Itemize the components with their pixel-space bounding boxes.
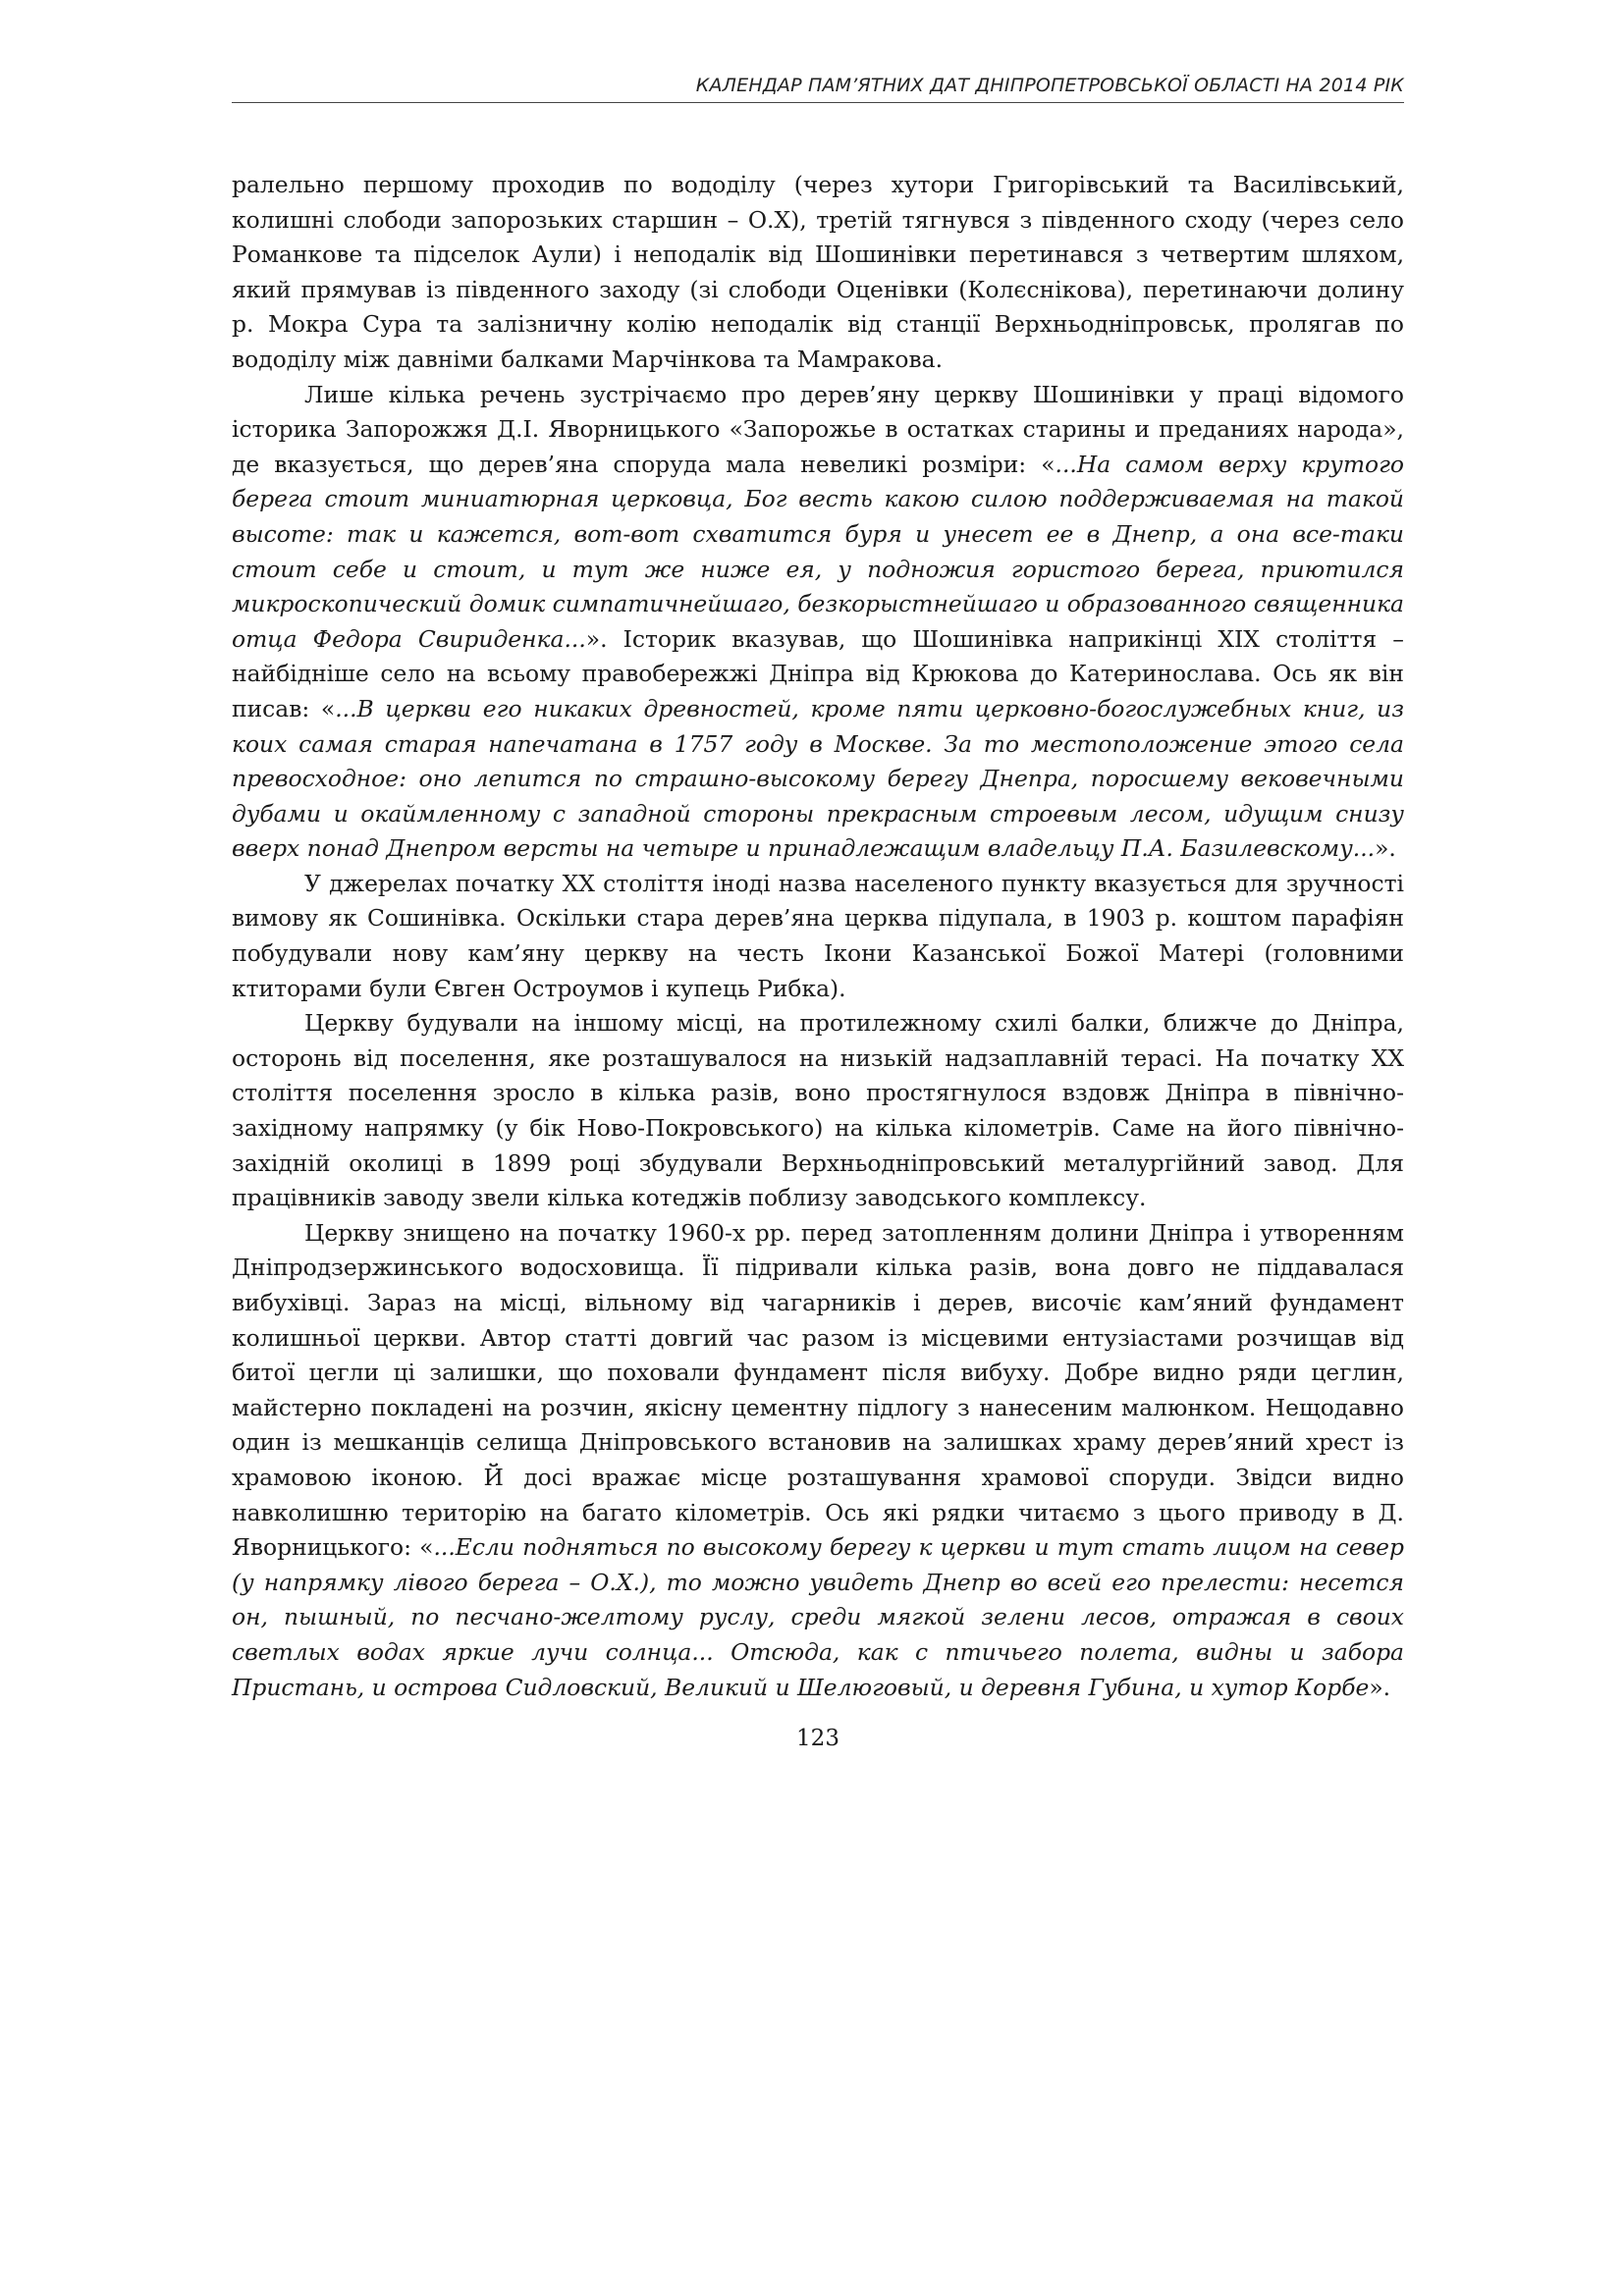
paragraph-2-text-3: ». bbox=[1375, 834, 1396, 863]
running-title: КАЛЕНДАР ПАМ’ЯТНИХ ДАТ ДНІПРОПЕТРОВСЬКОЇ ОБЛАСТІ НА 2014 РІК bbox=[695, 75, 1404, 96]
paragraph-5-text-2: ». bbox=[1369, 1673, 1391, 1701]
paragraph-3 bbox=[232, 867, 1404, 1006]
paragraph-1 bbox=[232, 168, 1404, 378]
paragraph-1-text: ралельно першому проходив по вододілу (через хутори Григорівський та Василівський, колишні слободи запорозьких старшин – О.Х), третій тягнувся з південного сходу (через село Романкове та підселок Аули) і неподалік від Шошинівки перетинався з четвертим шляхом, який прямував із південного заходу (зі слободи Оценівки (Колєснікова), перетинаючи долину р. Мокра Сура та залізничну колію неподалік від станції Верхньодніпровськ, пролягав по вододілу між давніми балками Марчінкова та Мамракова. bbox=[232, 171, 1404, 373]
running-header bbox=[232, 75, 1404, 103]
paragraph-2-text-2: ». Історик вказував, що Шошинівка наприкінці ХІХ століття – найбідніше село на всьому правобережжі Дніпра від Крюкова до Катеринослава. Ось як він писав: « bbox=[232, 624, 1404, 722]
page-number bbox=[232, 1726, 1404, 1751]
paragraph-5-quote-1: ...Если подняться по высокому берегу к церкви и тут стать лицом на север (у напрямку лівого берега – О.Х.), то можно увидеть Днепр во всей его прелести: несется он, пышный, по песчано-желтому руслу, среди мягкой зелени лесов, отражая в своих светлых водах яркие лучи солнца... Отсюда, как с птичьего полета, видны и забора Пристань, и острова Сидловский, Великий и Шелюговый, и деревня Губина, и хутор Корбе bbox=[232, 1533, 1404, 1701]
paragraph-4-text: Церкву будували на іншому місці, на протилежному схилі балки, ближче до Дніпра, осторонь від поселення, яке розташувалося на низькій надзаплавній терасі. На початку ХХ століття поселення зросло в кілька разів, воно простягнулося вздовж Дніпра в північно-західному напрямку (у бік Ново-Покровського) на кілька кілометрів. Саме на його північно-західній околиці в 1899 році збудували Верхньодніпровський металургійний завод. Для працівників заводу звели кілька котеджів поблизу заводського комплексу. bbox=[232, 1009, 1404, 1212]
paragraph-2-quote-1: ...На самом верху крутого берега стоит миниатюрная церковца, Бог весть какою силою поддерживаемая на такой высоте: так и кажется, вот-вот схватится буря и унесет ее в Днепр, а она все-таки стоит себе и стоит, и тут же ниже ея, у подножия гористого берега, приютился микроскопический домик симпатичнейшаго, безкорыстнейшаго и образованного священника отца Федора Свириденка... bbox=[232, 450, 1404, 653]
page-number-value: 123 bbox=[796, 1726, 839, 1751]
paragraph-4 bbox=[232, 1006, 1404, 1216]
paragraph-3-text: У джерелах початку ХХ століття іноді назва населеного пункту вказується для зручності вимову як Сошинівка. Оскільки стара дерев’яна церква підупала, в 1903 р. коштом парафіян побудували нову кам’яну церкву на честь Ікони Казанської Божої Матері (головними ктиторами були Євген Остроумов і купець Рибка). bbox=[232, 869, 1404, 1002]
paragraph-2 bbox=[232, 378, 1404, 867]
article-body bbox=[232, 168, 1404, 1705]
paragraph-2-quote-2: ...В церкви его никаких древностей, кроме пяти церковно-богослужебных книг, из коих самая старая напечатана в 1757 году в Москве. За то местоположение этого села превосходное: оно лепится по страшно-высокому берегу Днепра, поросшему вековечными дубами и окаймленному с западной стороны прекрасным строевым лесом, идущим снизу вверх понад Днепром версты на четыре и принадлежащим владельцу П.А. Базилевскому... bbox=[232, 694, 1404, 863]
paragraph-2-text-1: Лише кілька речень зустрічаємо про дерев’яну церкву Шошинівки у праці відомого історика Запорожжя Д.І. Яворницького «Запорожье в остатках старины и преданиях народа», де вказується, що дерев’яна споруда мала невеликі розміри: « bbox=[232, 380, 1404, 478]
paragraph-5 bbox=[232, 1216, 1404, 1705]
paragraph-5-text-1: Церкву знищено на початку 1960-х рр. перед затопленням долини Дніпра і утворенням Дніпродзержинського водосховища. Її підривали кілька разів, вона довго не піддавалася вибухівці. Зараз на місці, вільному від чагарників і дерев, височіє кам’яний фундамент колишньої церкви. Автор статті довгий час разом із місцевими ентузіастами розчищав від битої цегли ці залишки, що поховали фундамент після вибуху. Добре видно ряди цеглин, майстерно покладені на розчин, якісну цементну підлогу з нанесеним малюнком. Нещодавно один із мешканців селища Дніпровського встановив на залишках храму дерев’яний хрест із храмовою іконою. Й досі вражає місце розташування храмової споруди. Звідси видно навколишню територію на багато кілометрів. Ось які рядки читаємо з цього приводу в Д. Яворницького: « bbox=[232, 1218, 1404, 1562]
